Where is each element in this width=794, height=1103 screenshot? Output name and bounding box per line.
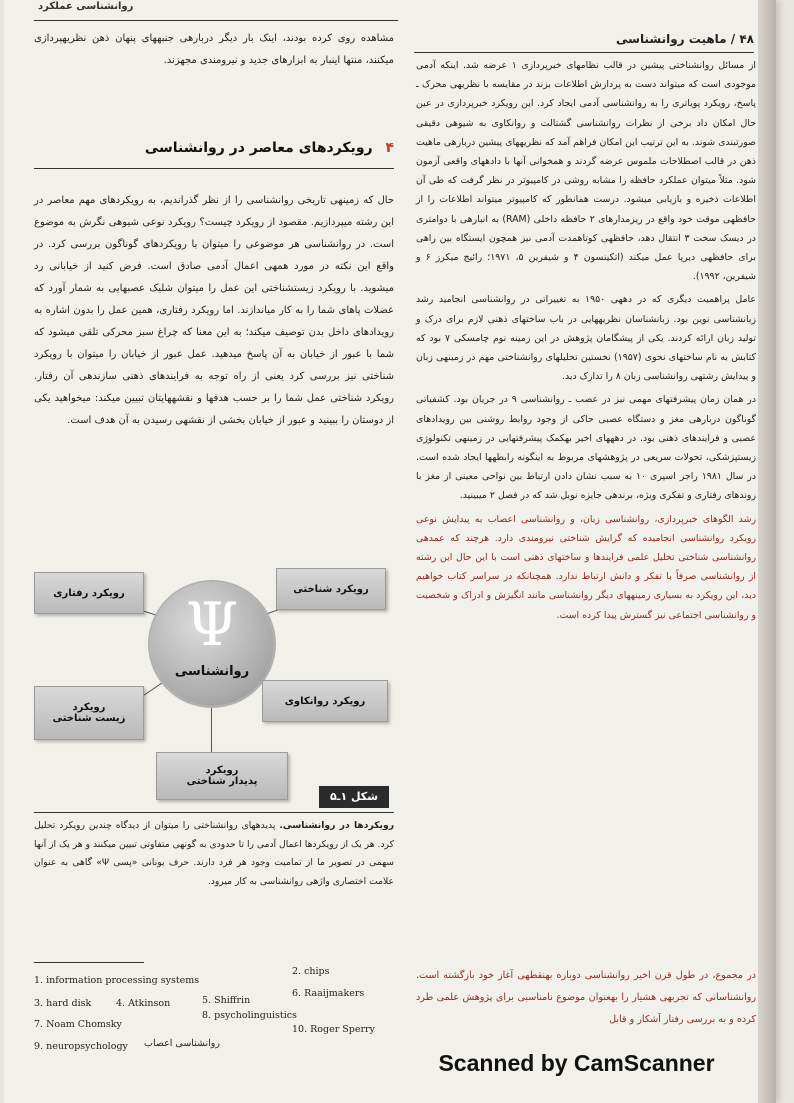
footnote: 5. Shiffrin bbox=[202, 995, 251, 1006]
caption-title: رویکردها در روانشناسی. bbox=[279, 820, 394, 831]
figure-label: شکل ۱ـ۵ bbox=[319, 786, 389, 808]
footnote: 7. Noam Chomsky bbox=[34, 1019, 122, 1030]
paragraph: رشد الگوهای خبرپردازی، روانشناسی زبان، و روانشناسی اعصاب به پیدایش نوعی رویکرد روانشناسی انجامیده که گرایش شناختی نیرومندی دارد. هرچند که عمدهی روانشناسی شناختی تحلیل علمی فرایندها و ساختهای ذهنی است با این حال این رشته از روانشناسی صرفاً با تفکر و دانش ارتباط ندارد. همچنانکه در سراسر کتاب خواهیم دید، این رویکرد به بسیاری زمینههای دیگر روانشناسی مانند انگیزش و ادراک و شخصیت و روانشناسی اجتماعی نیز گسترش پیدا کرده است. bbox=[416, 513, 756, 621]
figure-caption bbox=[34, 812, 394, 891]
box-psychoanalytic bbox=[262, 680, 388, 722]
section-heading bbox=[34, 140, 394, 169]
footnote: 2. chips bbox=[292, 966, 330, 977]
box-label: رویکرد bbox=[72, 702, 106, 713]
right-column bbox=[416, 56, 756, 629]
box-behavioral bbox=[34, 572, 144, 614]
footnote: 8. psycholinguistics bbox=[202, 1010, 297, 1021]
page-number: ۴۸ bbox=[739, 32, 754, 46]
section-number: ۴ bbox=[385, 140, 394, 156]
left-column-intro: مشاهده روی کرده بودند، اینک بار دیگر دربارهی جنبههای پنهان ذهن نظریهپردازی میکنند، منتها اینبار به ابزارهای جدید و نیرومندی مجهزند. bbox=[34, 33, 394, 66]
paragraph: در همان زمان پیشرفتهای مهمی نیز در عصب ـ روانشناسی ۹ در جریان بود. کشفیاتی گوناگون دربارهی مغز و دستگاه عصبی حاکی از وجود روابط روشنی بین رویدادهای عصبی و فرایندهای ذهنی بود. در دهههای اخیر بهکمک پیشرفتهایی در زمینهی تکنولوژی زیستپزشکی، تحولات سریعی در پژوهشهای مربوط به اینگونه رابطهها ایجاد شده است. در سال ۱۹۸۱ راجر اسپری ۱۰ به سبب نشان دادن ارتباط بین نواحی معینی از مغز با روندهای رفتاری و تفکری ویژه، برندهی جایزه نوبل شد که در فصل ۲ میبینید. bbox=[416, 394, 757, 502]
paragraph: از مسائل روانشناختی پیشین در قالب نظامهای خبرپردازی ۱ عرضه شد. اینکه آدمی موجودی است که میتواند دست به پردازش اطلاعات بزند در مقایسه با نظریهی محرک ـ پاسخ، رویکرد پویاتری را به روانشناسی آدمی ایجاد کرد. این رویکرد خبرپردازی در عین حال امکان داد برخی از نظرات روانشناسی گشتالت و روانکاوی به شیوهی دقیقی صورتبندی شوند. به این ترتیب این امکان فراهم آمد که نظریههای پیشین دربارهی ماهیت ذهن در قالب اصطلاحات ملموس عرضه گردند و همخوانی آنها با دادههای واقعی آزمون شود. مثلاً میتوان عملکرد حافظه را مشابه روشی در کامپیوتر در نظر گرفت که طی آن اطلاعات ذخیره و بازیابی میشود. درست همانطور که کامپیوتر میتواند اطلاعات را از حافظهی موقت خود واقع در ریزمدارهای ۲ حافظه داخلی (RAM) به انبارهی با دوامتری در دیسک سخت ۳ انتقال دهد، حافظهی کوتاهمدت آدمی نیز همچون ایستگاه بین راهی برای حافظهی دیرپا عمل میکند (اتکینسون ۴ و شیفرین ۵، ۱۹۷۱؛ رائیج میکرز ۶ و شیفرین، ۱۹۹۲). bbox=[416, 60, 756, 283]
page-edge bbox=[758, 0, 776, 1103]
running-head-left: روانشناسی عملکرد bbox=[34, 0, 398, 21]
center-label: روانشناسی bbox=[174, 664, 250, 679]
paragraph: عامل پراهمیت دیگری که در دههی ۱۹۵۰ به تغییراتی در روانشناسی انجامید رشد زبانشناسی نوین بود. زبانشناسان نظریههایی در باب ساختهای ذهنی لازم برای درک و تولید زبان ارائه کردند. یکی از پیشگامان پژوهش در این زمینه نوم چامسکی ۷ بود که کتابش به نام ساختهای نحوی (۱۹۵۷) نخستین تحلیلهای روانشناختی مهم در زمینهی زبان و پیدایش رشتهی روانشناسی زبان ۸ را تدارک دید. bbox=[416, 294, 756, 383]
caption-text: پدیدههای روانشناختی را میتوان از دیدگاه چندین رویکرد تحلیل کرد. هر یک از رویکردها اعمال آدمی را تا حدودی به گونهی متفاوتی تبیین میکنند و هر یک از آنها سهمی در تصویر ما از تمامیت وجود هر فرد دارند. حرف یونانی «پسی Ψ» گاهی به عنوان علامت اختصاری واژهی روانشناسی به کار میرود. bbox=[34, 820, 394, 887]
box-label: رویکرد رفتاری bbox=[53, 587, 125, 599]
box-biological bbox=[34, 686, 144, 740]
approaches-diagram bbox=[32, 558, 392, 803]
box-label: زیست شناختی bbox=[52, 713, 126, 724]
footnote: 1. information processing systems bbox=[34, 975, 200, 986]
footnote-rule bbox=[34, 962, 144, 963]
psychology-circle bbox=[150, 582, 274, 706]
footnote: 3. hard disk bbox=[34, 998, 92, 1009]
footnote: 9. neuropsychology bbox=[34, 1041, 128, 1052]
chapter-title: / ماهیت روانشناسی bbox=[616, 32, 736, 46]
footnote-persian: روانشناسی اعصاب bbox=[144, 1038, 220, 1049]
box-label: رویکرد bbox=[205, 765, 239, 776]
connector-line bbox=[211, 706, 212, 754]
box-label: پدیدار شناختی bbox=[186, 776, 258, 787]
right-column-bottom: در مجموع، در طول قرن اخیر روانشناسی دوباره بهنقطهی آغاز خود بازگشته است. روانشناسانی که تجربهی هشیار را بهعنوان موضوع نامناسبی برای پژوهش علمی طرد کرده و به بررسی رفتار آشکار و قابل bbox=[416, 970, 756, 1025]
scanner-watermark: Scanned by CamScanner bbox=[438, 1050, 715, 1076]
section-title: رویکردهای معاصر در روانشناسی bbox=[144, 140, 373, 156]
book-page bbox=[4, 0, 776, 1103]
box-label: رویکرد روانکاوی bbox=[284, 695, 366, 707]
running-head-right bbox=[414, 32, 754, 53]
footnote: 6. Raaijmakers bbox=[292, 988, 365, 999]
footnote: 4. Atkinson bbox=[116, 998, 171, 1009]
box-phenomenological bbox=[156, 752, 288, 800]
footnote: 10. Roger Sperry bbox=[292, 1024, 375, 1035]
box-label: رویکرد شناختی bbox=[293, 583, 369, 595]
psi-icon: Ψ bbox=[185, 590, 239, 660]
left-column-body: حال که زمینهی تاریخی روانشناسی را از نظر گذراندیم، به رویکردهای مهم معاصر در این رشته میپردازیم. مقصود از رویکرد چیست؟ رویکرد نوعی شیوهی نگرش به موضوع است. در روانشناسی هر موضوعی را میتوان با رویکردهای گوناگون بررسی کرد. در واقع این نکته در مورد همهی اعمال آدمی صادق است. فرض کنید از خیابانی رد میشوید. با رویکرد زیستشناختی این عمل را میتوان شلیک عصبهایی به شمار آورد که عضلات پاهای شما را به کار میاندازند. اما رویکرد رفتاری، همین عمل را بدون اشاره به رویدادهای داخل بدن توصیف میکند؛ به این معنا که چراغ سبز محرکی تلقی میشود که شما با عبور از خیابان به آن پاسخ میدهید. عمل عبور از خیابان را میتوان با رویکرد شناختی نیز بررسی کرد یعنی از راه توجه به فرایندهای ذهنی سازندهی آن رفتار. رویکرد شناختی عمل شما را بر حسب هدفها و نقشههایتان تبیین میکند: میخواهید یکی از دوستان را ببینید و عبور از خیابان بخشی از نقشهی رسیدن به آن هدف است. bbox=[34, 195, 394, 426]
box-cognitive bbox=[276, 568, 386, 610]
